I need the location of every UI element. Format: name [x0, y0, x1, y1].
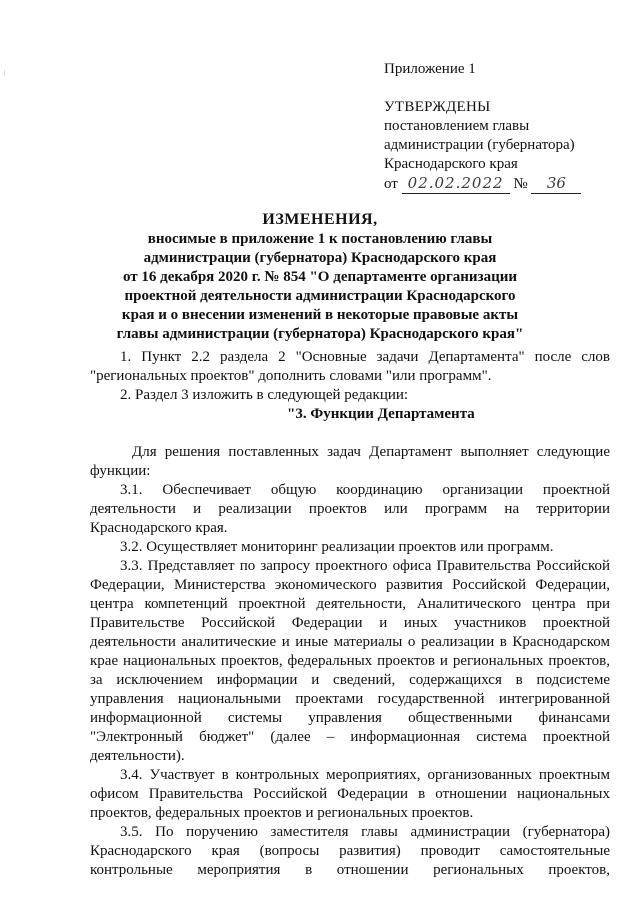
approval-date-line [384, 174, 581, 194]
approval-block [384, 60, 581, 194]
document-body [90, 348, 610, 880]
title-line: вносимые в приложение 1 к постановлению главы [147, 231, 493, 247]
title-line: от 16 декабря 2020 г. № 854 "О департаменте организации [123, 269, 517, 285]
title-line: края и о внесении изменений в некоторые правовые акты [121, 307, 519, 323]
paragraph-3-4: 3.4. Участвует в контрольных мероприятиях, организованных проектным офисом Правительства Российской Федерации в отношении национальных проектов, федеральных проектов и региональных проектов. [90, 767, 610, 821]
paragraph-3-1: 3.1. Обеспечивает общую координацию организации проектной деятельности и реализации проектов или программ на территории Краснодарского края. [90, 482, 610, 536]
paragraph-2: 2. Раздел 3 изложить в следующей редакции: [120, 387, 409, 403]
document-title [60, 210, 580, 344]
approval-line: постановлением главы [384, 118, 530, 134]
spacer [90, 424, 610, 443]
paragraph-3-2: 3.2. Осуществляет мониторинг реализации проектов или программ. [120, 539, 554, 555]
date-prefix: от [384, 176, 398, 192]
paragraph-3-3: 3.3. Представляет по запросу проектного офиса Правительства Российской Федерации, Министерства экономического развития Российской Федерации, центра компетенций проектной деятельности, Аналитического центра при Правительстве Российской Федерации и иных участников проектной деятельности аналитические и иные материалы о реализации в Краснодарском крае национальных проектов, федеральных проектов и региональных проектов, за исключением информации и сведений, содержащихся в подсистеме управления национальными проектами государственной интегрированной информационной системы управления общественными финансами "Электронный бюджет" (далее – информационная система проектной деятельности). [90, 558, 610, 764]
title-main: ИЗМЕНЕНИЯ, [262, 211, 378, 228]
appendix-label: Приложение 1 [384, 61, 476, 77]
section-heading: "3. Функции Департамента [287, 406, 475, 422]
paragraph-3-5: 3.5. По поручению заместителя главы администрации (губернатора) Краснодарского края (вопросы развития) проводит самостоятельные контрольные мероприятия в отношении региональных проектов, [90, 824, 610, 878]
title-line: администрации (губернатора) Краснодарского края [143, 250, 497, 266]
title-line: проектной деятельности администрации Краснодарского [124, 288, 516, 304]
handwritten-date: 02.02.2022 [402, 174, 510, 194]
margin-scan-mark: --- [2, 70, 8, 76]
approved-heading: УТВЕРЖДЕНЫ [384, 99, 491, 115]
number-prefix: № [513, 176, 528, 192]
paragraph-1: 1. Пункт 2.2 раздела 2 "Основные задачи Департамента" после слов "региональных проектов" дополнить словами "или программ". [90, 349, 610, 384]
approval-line: Краснодарского края [384, 156, 518, 172]
handwritten-number: 36 [531, 174, 581, 194]
intro-paragraph: Для решения поставленных задач Департамент выполняет следующие функции: [90, 444, 610, 479]
title-line: главы администрации (губернатора) Краснодарского края" [116, 326, 524, 342]
approval-line: администрации (губернатора) [384, 137, 575, 153]
